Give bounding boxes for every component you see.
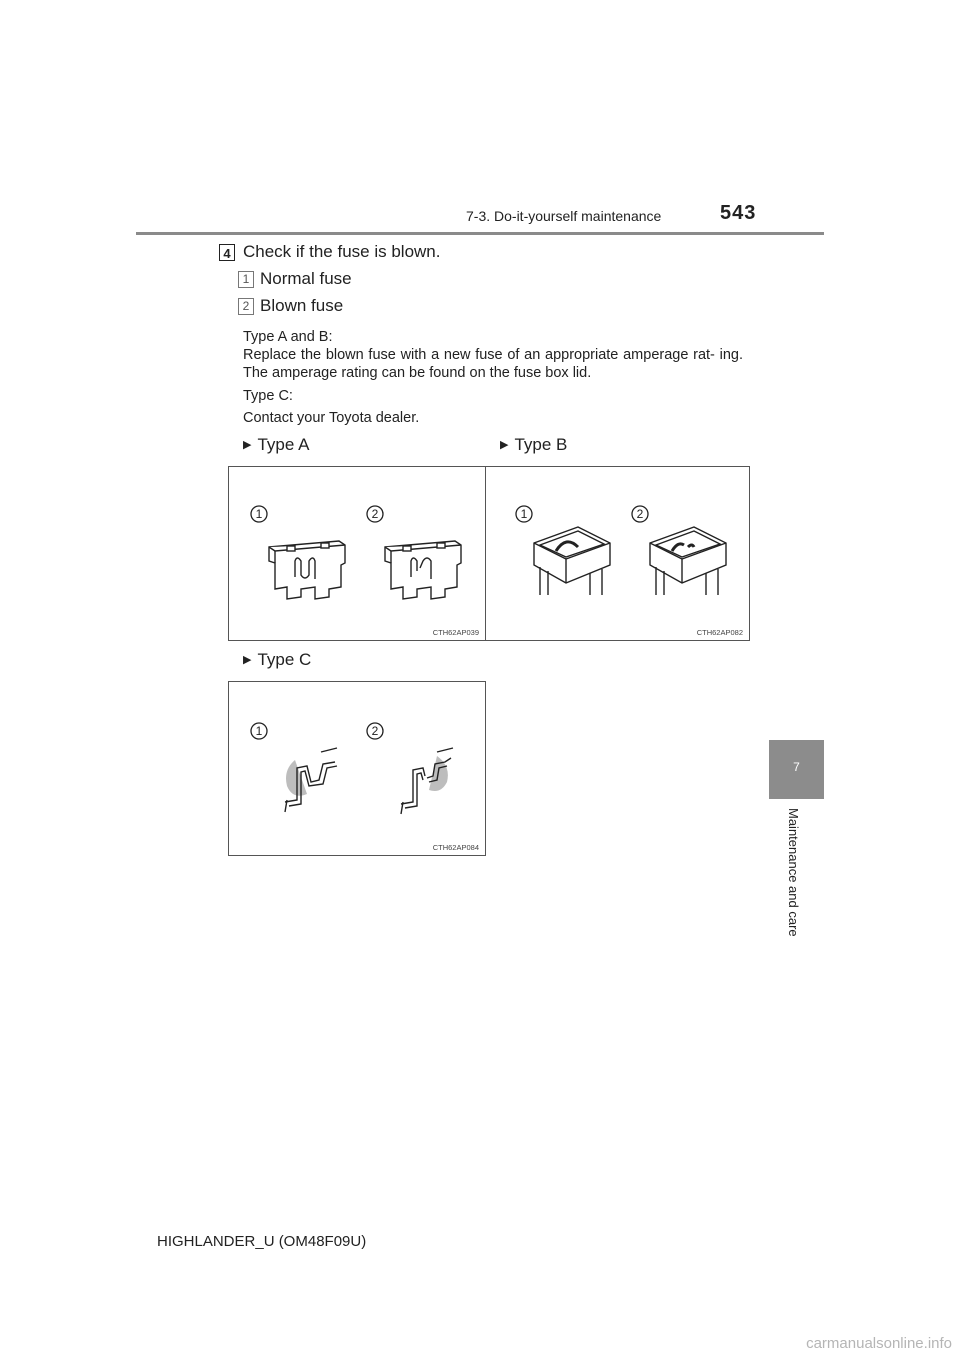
header-divider [136, 232, 824, 235]
figure-code-a: CTH62AP039 [432, 628, 479, 637]
note-ab-text: Replace the blown fuse with a new fuse of an appropriate amperage rat- ing. The amperage rating can be found on the fuse box lid. [243, 347, 743, 381]
legend-label-blown: Blown fuse [260, 296, 344, 315]
chapter-tab[interactable] [769, 740, 824, 799]
fuse-type-c-illustration [229, 682, 485, 855]
callout-2: 2 [636, 507, 644, 521]
section-title: 7-3. Do-it-yourself maintenance [466, 208, 662, 224]
figure-code-b: CTH62AP082 [696, 628, 743, 637]
callout-1: 1 [520, 507, 528, 521]
callout-1: 1 [255, 507, 263, 521]
step-number-badge: 4 [219, 244, 235, 261]
note-ab-heading: Type A and B: [243, 329, 333, 345]
watermark: carmanualsonline.info [806, 1335, 952, 1352]
callout-1: 1 [255, 724, 263, 738]
chapter-title: Maintenance and care [786, 808, 801, 937]
legend-label-normal: Normal fuse [260, 269, 352, 288]
page-number: 543 [720, 202, 757, 224]
figure-type-c [228, 681, 486, 856]
callout-2: 2 [371, 724, 379, 738]
triangle-bullet-icon: ▶ [243, 654, 252, 666]
callout-2: 2 [371, 507, 379, 521]
step-instruction: Check if the fuse is blown. [243, 242, 441, 261]
note-c-text: Contact your Toyota dealer. [243, 410, 420, 426]
triangle-bullet-icon: ▶ [500, 439, 509, 451]
fuse-type-a-illustration [229, 467, 485, 640]
figure-code-c: CTH62AP084 [432, 843, 479, 852]
note-c-heading: Type C: [243, 388, 293, 404]
legend-number-blown: 2 [238, 298, 254, 315]
legend-number-normal: 1 [238, 271, 254, 288]
figure-type-a [228, 466, 486, 641]
model-footer: HIGHLANDER_U (OM48F09U) [157, 1233, 367, 1250]
figure-type-b [485, 466, 750, 641]
triangle-bullet-icon: ▶ [243, 439, 252, 451]
type-a-label: ▶ Type A [243, 435, 310, 454]
chapter-number: 7 [793, 760, 800, 774]
type-c-label: ▶ Type C [243, 650, 312, 669]
fuse-type-b-illustration [486, 467, 749, 640]
type-b-label: ▶ Type B [500, 435, 568, 454]
